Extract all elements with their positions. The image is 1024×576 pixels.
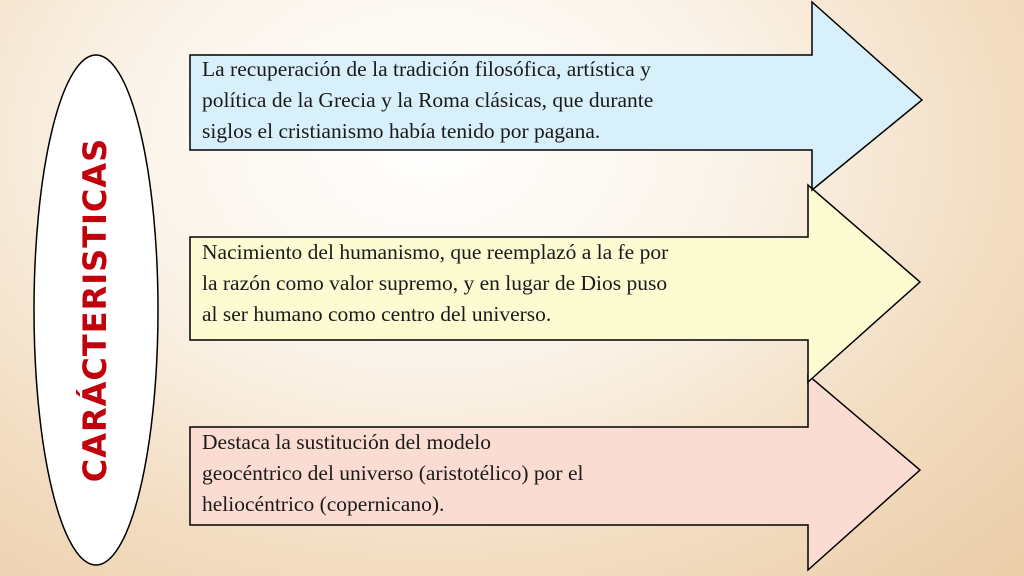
arrow-1-line: política de la Grecia y la Roma clásicas, que durante — [202, 88, 654, 112]
arrow-text-3 — [202, 427, 583, 520]
arrow-2-line: la razón como valor supremo, y en lugar de Dios puso — [202, 271, 668, 295]
arrow-3-line: geocéntrico del universo (aristotélico) por el — [202, 461, 584, 485]
arrow-2-line: Nacimiento del humanismo, que reemplazó a la fe por — [202, 240, 669, 264]
arrow-1-line: siglos el cristianismo había tenido por pagana. — [202, 119, 601, 143]
arrow-3-line: Destaca la sustitución del modelo — [202, 430, 491, 454]
arrow-text-1 — [202, 54, 653, 147]
arrow-text-2 — [202, 237, 668, 330]
arrow-1-line: La recuperación de la tradición filosófica, artística y — [202, 57, 651, 81]
side-label — [25, 55, 165, 565]
side-label-text: CARÁCTERISTICAS — [76, 137, 115, 483]
arrow-2-line: al ser humano como centro del universo. — [202, 302, 552, 326]
arrow-3-line: heliocéntrico (copernicano). — [202, 492, 445, 516]
